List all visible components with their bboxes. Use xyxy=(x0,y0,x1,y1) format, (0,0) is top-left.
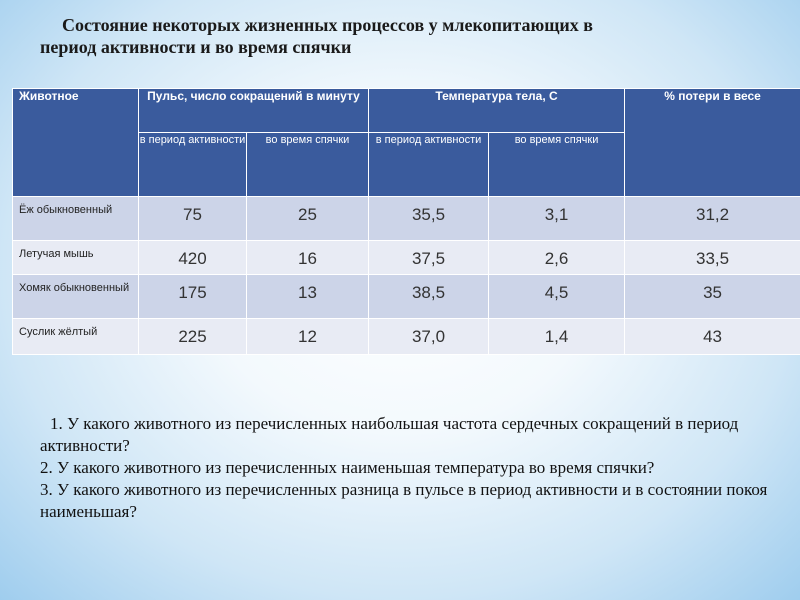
title-line-1: Состояние некоторых жизненных процессов у млекопитающих в xyxy=(62,15,593,35)
cell-temp-active: 37,0 xyxy=(369,319,489,355)
cell-temp-hibernation: 2,6 xyxy=(489,241,625,275)
subheader-temp-hibernation: во время спячки xyxy=(489,133,625,197)
cell-animal: Суслик жёлтый xyxy=(13,319,139,355)
questions-block xyxy=(40,413,796,523)
cell-pulse-active: 75 xyxy=(139,197,247,241)
cell-temp-active: 38,5 xyxy=(369,275,489,319)
cell-weight-loss: 31,2 xyxy=(625,197,800,241)
cell-weight-loss: 43 xyxy=(625,319,800,355)
cell-pulse-hibernation: 25 xyxy=(247,197,369,241)
cell-animal: Ёж обыкновенный xyxy=(13,197,139,241)
cell-temp-active: 35,5 xyxy=(369,197,489,241)
cell-pulse-hibernation: 16 xyxy=(247,241,369,275)
table-header-row xyxy=(13,89,800,133)
title-line-2: период активности и во время спячки xyxy=(40,37,352,57)
question-1: 1. У какого животного из перечисленных наибольшая частота сердечных сокращений в период активности? xyxy=(40,414,739,455)
cell-animal: Хомяк обыкновенный xyxy=(13,275,139,319)
subheader-pulse-active: в период активности xyxy=(139,133,247,197)
cell-pulse-hibernation: 13 xyxy=(247,275,369,319)
header-pulse: Пульс, число сокращений в минуту xyxy=(139,89,369,133)
header-animal: Животное xyxy=(13,89,139,197)
cell-weight-loss: 33,5 xyxy=(625,241,800,275)
data-table xyxy=(12,88,800,355)
table-row xyxy=(13,319,800,355)
cell-pulse-hibernation: 12 xyxy=(247,319,369,355)
table-row xyxy=(13,197,800,241)
cell-weight-loss: 35 xyxy=(625,275,800,319)
cell-temp-active: 37,5 xyxy=(369,241,489,275)
page-title xyxy=(40,14,760,58)
table-row xyxy=(13,275,800,319)
cell-pulse-active: 420 xyxy=(139,241,247,275)
cell-temp-hibernation: 3,1 xyxy=(489,197,625,241)
cell-temp-hibernation: 4,5 xyxy=(489,275,625,319)
cell-pulse-active: 175 xyxy=(139,275,247,319)
question-2: 2. У какого животного из перечисленных наименьшая температура во время спячки? xyxy=(40,458,655,477)
cell-pulse-active: 225 xyxy=(139,319,247,355)
header-temperature: Температура тела, С xyxy=(369,89,625,133)
subheader-temp-active: в период активности xyxy=(369,133,489,197)
cell-animal: Летучая мышь xyxy=(13,241,139,275)
header-weight-loss: % потери в весе xyxy=(625,89,800,197)
question-3: 3. У какого животного из перечисленных разница в пульсе в период активности и в состоянии покоя наименьшая? xyxy=(40,480,768,521)
subheader-pulse-hibernation: во время спячки xyxy=(247,133,369,197)
table-row xyxy=(13,241,800,275)
cell-temp-hibernation: 1,4 xyxy=(489,319,625,355)
